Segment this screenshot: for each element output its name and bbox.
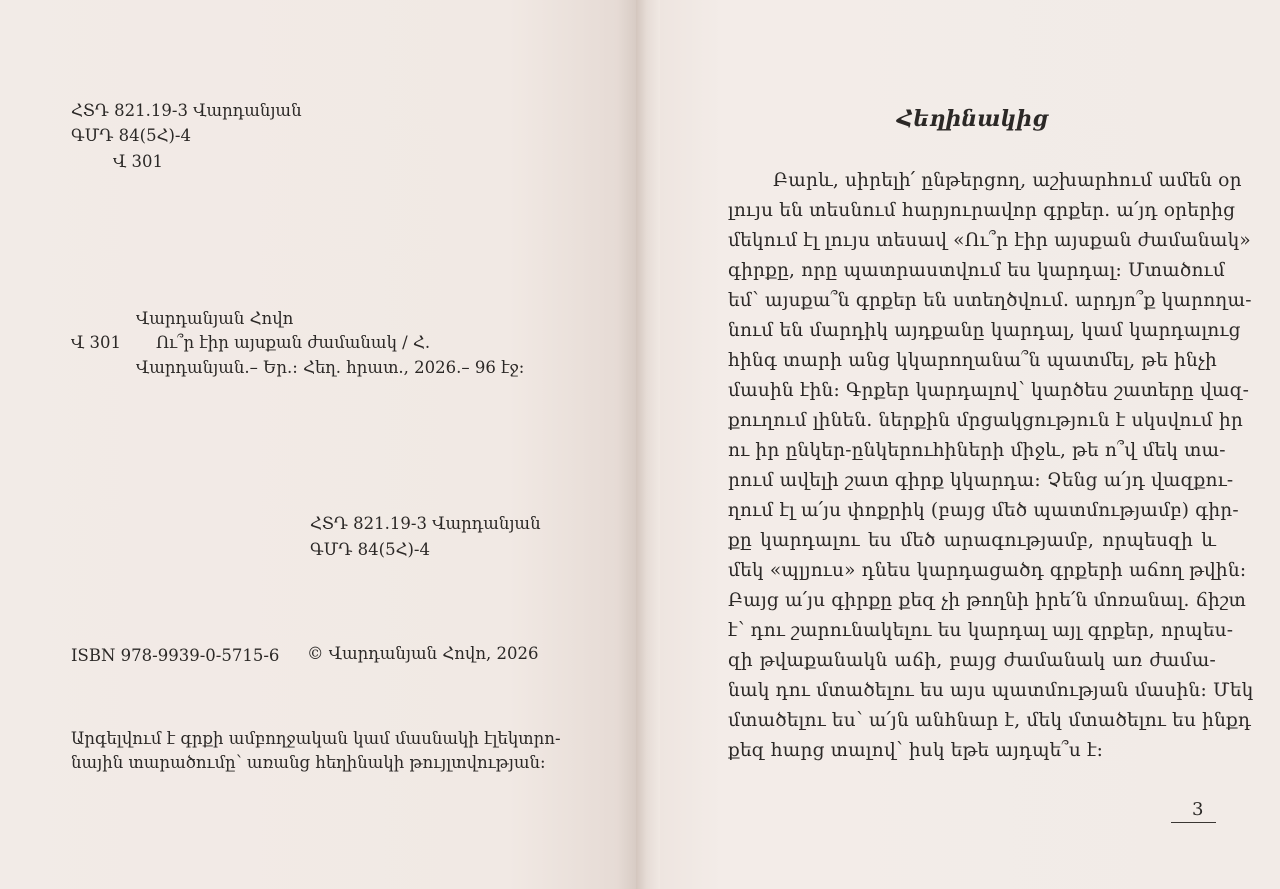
preface-line: նակ դու մտածելու ես այս պատմության մասին: Մեկ <box>728 680 1254 701</box>
catalog-code: Վ 301 <box>71 333 121 352</box>
catalog-publisher: Վարդանյան.– Եր.: Հեղ. հրատ., 2026.– 96 էջ: <box>136 358 525 377</box>
preface-line: քուղում լինեն. ներքին մրցակցություն է սկսվում իր <box>728 410 1243 431</box>
catalog-title: Ու՞ր էիր այսքան ժամանակ / Հ. <box>156 333 431 352</box>
preface-line: ու իր ընկեր-ընկերուհիների միջև, թե ո՞վ մեկ տա- <box>728 440 1226 461</box>
rights-notice-line-2: նային տարածումը՝ առանց հեղինակի թույլտվության: <box>71 753 546 772</box>
page-number: 3 <box>1192 799 1204 820</box>
preface-line: զի թվաքանակն աճի, բայց ժամանակ առ ժամա- <box>728 650 1216 671</box>
preface-line: Բարև, սիրելի՛ ընթերցող, աշխարհում ամեն օր <box>773 170 1242 191</box>
preface-line: մտածելու ես՝ ա՛յն անհնար է, մեկ մտածելու ես ինքդ <box>728 710 1252 731</box>
preface-line: քը կարդալու ես մեծ արագությամբ, որպեսզի և <box>728 530 1216 551</box>
isbn: ISBN 978-9939-0-5715-6 <box>71 646 280 665</box>
copyright: © Վարդանյան Հովո, 2026 <box>307 644 539 663</box>
rights-notice-line-1: Արգելվում է գրքի ամբողջական կամ մասնակի էլեկտրո- <box>71 729 561 748</box>
preface-line: մեկում էլ լույս տեսավ «Ու՞ր էիր այսքան ժամանակ» <box>728 230 1251 251</box>
bbk-code-2: ԳՄԴ 84(5Հ)-4 <box>310 540 430 559</box>
udc-code-2: ՀՏԴ 821.19-3 Վարդանյան <box>310 514 541 533</box>
preface-line: մեկ «պլյուս» դնես կարդացածդ գրքերի աճող թվին: <box>728 560 1247 581</box>
page-number-rule <box>1171 822 1216 823</box>
bbk-code: ԳՄԴ 84(5Հ)-4 <box>71 126 191 145</box>
preface-line: գիրքը, որը պատրաստվում ես կարդալ: Մտածում <box>728 260 1225 281</box>
preface-line: եմ՝ այսքա՞ն գրքեր են ստեղծվում. արդյո՞ք կարողա- <box>728 290 1252 311</box>
author-mark: Վ 301 <box>113 152 163 171</box>
preface-line: քեզ հարց տալով՝ իսկ եթե այդպե՞ս է: <box>728 740 1104 761</box>
book-gutter <box>636 0 660 889</box>
preface-line: նում են մարդիկ այդքանը կարդալ, կամ կարդալուց <box>728 320 1241 341</box>
preface-line: Բայց ա՛յս գիրքը քեզ չի թողնի իրե՛ն մոռանալ. ճիշտ <box>728 590 1247 611</box>
preface-heading: Հեղինակից <box>897 106 1048 132</box>
preface-line: ղում էլ ա՛յս փոքրիկ (բայց մեծ պատմությամբ) գիր- <box>728 500 1239 521</box>
preface-line: լույս են տեսնում հարյուրավոր գրքեր. ա՛յդ օրերից <box>728 200 1236 221</box>
preface-line: րում ավելի շատ գիրք կկարդա: Չենց ա՛յդ վազքու- <box>728 470 1234 491</box>
udc-code: ՀՏԴ 821.19-3 Վարդանյան <box>71 101 302 120</box>
preface-line: մասին էին: Գրքեր կարդալով՝ կարծես շատերը վազ- <box>728 380 1250 401</box>
preface-line: հինգ տարի անց կկարողանա՞ն պատմել, թե ինչի <box>728 350 1217 371</box>
preface-line: է՝ դու շարունակելու ես կարդալ այլ գրքեր, որպես- <box>728 620 1234 641</box>
catalog-author: Վարդանյան Հովո <box>136 309 294 328</box>
